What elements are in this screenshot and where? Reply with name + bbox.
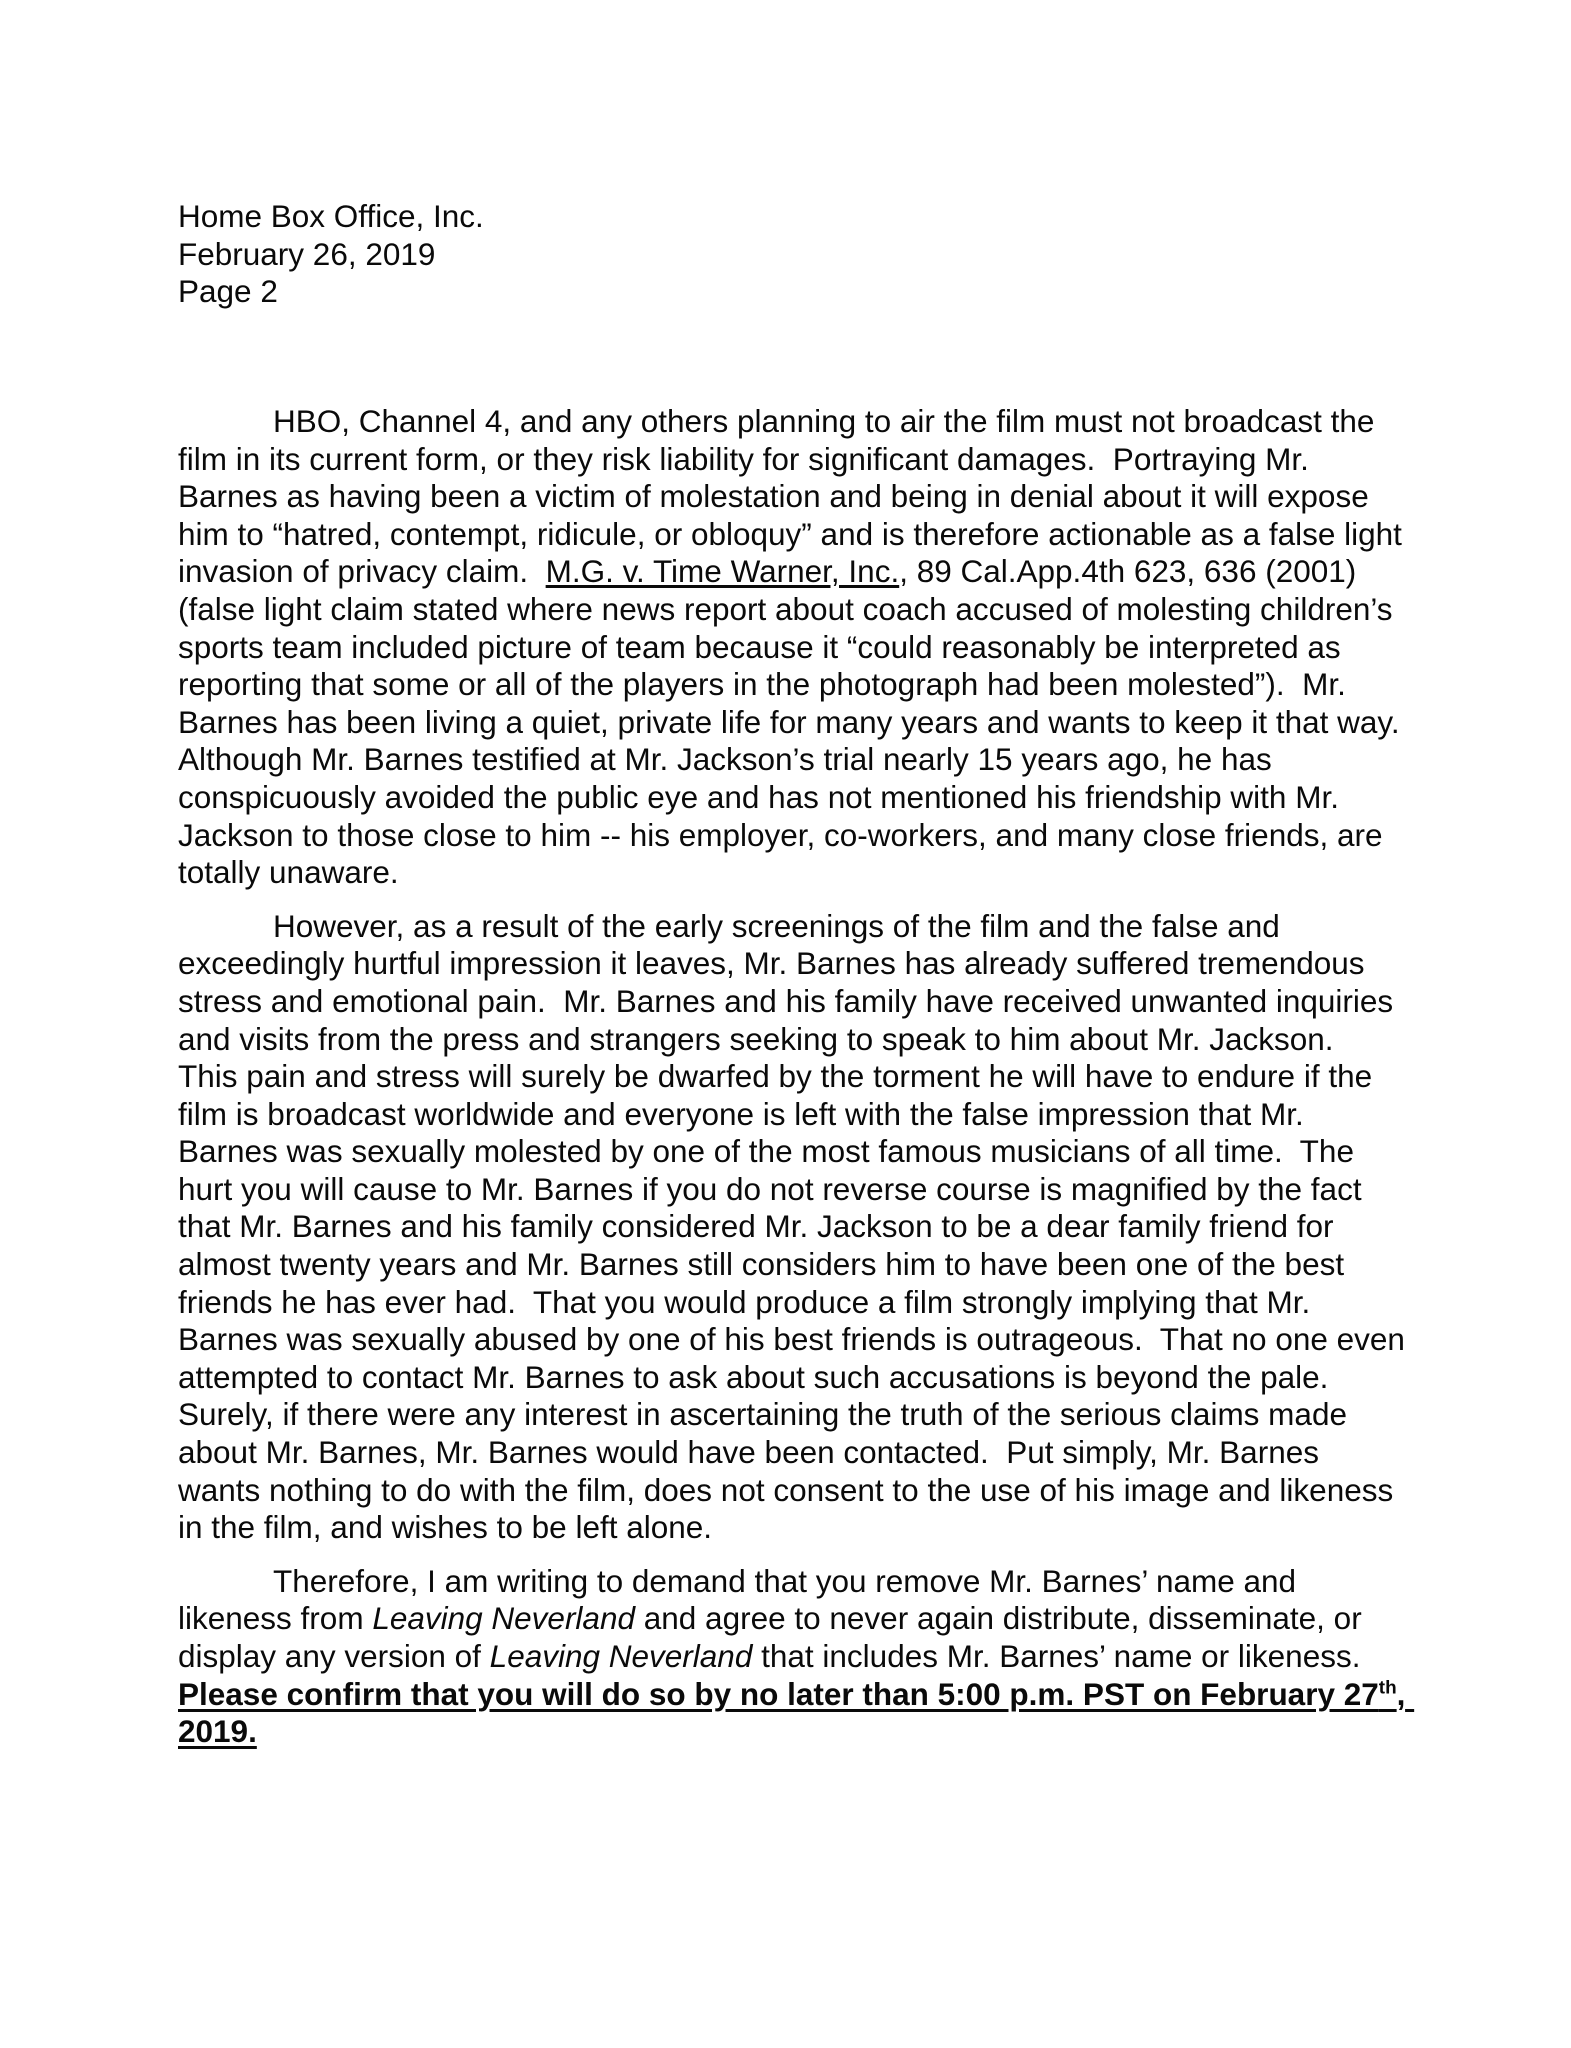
text-run: and agree to never again distribute, disseminate, or display any version of [178,1600,1371,1674]
text-run: HBO, Channel 4, and any others planning to air the film must not broadcast the film in its current form, or they risk liability for significant damages. Portraying Mr. Barnes as having been a victim of molestation and being in denial about it will expose him to “hatred, contempt, ridicule, or obloquy” and is therefore actionable as a false light invasion of privacy claim. [178,403,1411,590]
ordinal-superscript: th [1378,1677,1397,1699]
paragraph-2 [178,907,1414,1547]
letter-header [178,198,484,311]
film-title: Leaving Neverland [372,1600,635,1637]
letter-body [178,403,1416,1767]
deadline-demand [178,1676,1414,1750]
paragraph-1 [178,403,1416,892]
text-run: that includes Mr. Barnes’ name or likeness. [752,1638,1378,1674]
text-run: However, as a result of the early screenings of the film and the false and exceedingly hurtful impression it leaves, Mr. Barnes has already suffered tremendous stress and emotional pain. Mr. Barnes and his family have received unwanted inquiries and visits from the press and strangers seeking to speak to him about Mr. Jackson. This pain and stress will surely be dwarfed by the torment he will have to endure if the film is broadcast worldwide and everyone is left with the false impression that Mr. Barnes was sexually molested by one of the most famous musicians of all time. The hurt you will cause to Mr. Barnes if you do not reverse course is magnified by the fact that Mr. Barnes and his family considered Mr. Jackson to be a dear family friend for almost twenty years and Mr. Barnes still considers him to have been one of the best friends he has ever had. That you would produce a film strongly implying that Mr. Barnes was sexually abused by one of his best friends is outrageous. That no one even attempted to contact Mr. Barnes to ask about such accusations is beyond the pale. Surely, if there were any interest in ascertaining the truth of the serious claims made about Mr. Barnes, Mr. Barnes would have been contacted. Put simply, Mr. Barnes wants nothing to do with the film, does not consent to the use of his image and likeness in the film, and wishes to be left alone. [178,907,1414,1546]
film-title: Leaving Neverland [489,1638,753,1674]
text-run: Therefore, I am writing to demand that you remove Mr. Barnes’ name and likeness from [178,1562,1305,1637]
text-run: , 89 Cal.App.4th 623, 636 (2001) (false light claim stated where news report about coach accused of molesting children’s sports team included picture of team because it “could reasonably be interpreted as reporting that some or all of the players in the photograph had been molested”). Mr. Barnes has been living a quiet, private life for many years and wants to keep it that way. Although Mr. Barnes testified at Mr. Jackson’s trial nearly 15 years ago, he has conspicuously avoided the public eye and has not mentioned his friendship with Mr. Jackson to those close to him -- his employer, co-workers, and many close friends, are totally unaware. [178,553,1416,891]
header-recipient: Home Box Office, Inc. [178,198,484,234]
paragraph-3 [178,1562,1415,1751]
deadline-text: Please confirm that you will do so by no later than 5:00 p.m. PST on February 27 [178,1675,1379,1712]
case-citation: M.G. v. Time Warner, Inc. [545,553,900,590]
deadline-text: , 2019. [178,1675,1415,1750]
header-page-number: Page 2 [178,273,278,310]
header-date: February 26, 2019 [178,235,436,272]
